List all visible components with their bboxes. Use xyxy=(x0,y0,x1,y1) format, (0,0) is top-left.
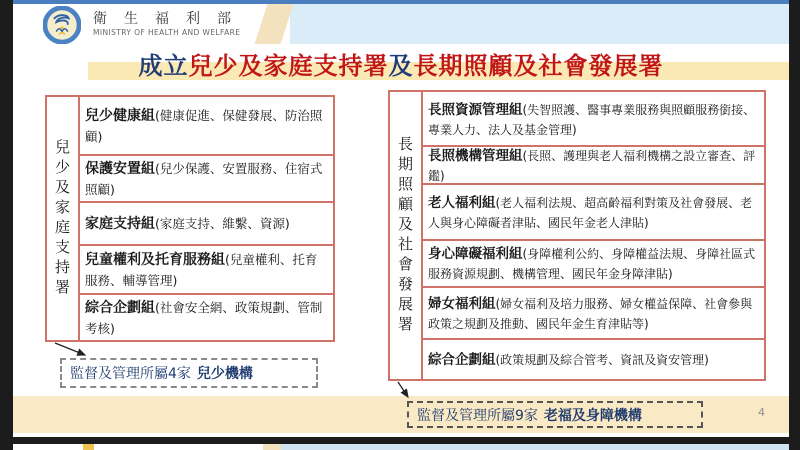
org-row xyxy=(423,147,764,185)
header-blue-band xyxy=(290,4,789,44)
org-box-longterm-care-agency xyxy=(388,90,766,381)
department-name: 綜合企劃組 xyxy=(428,352,496,369)
agency-vertical-label: 長期照顧及社會發展署 xyxy=(390,92,423,379)
moh-logo-icon xyxy=(43,6,81,44)
department-detail: (兒少保護、安置服務、住宿式照顧) xyxy=(85,160,323,197)
department-name: 綜合企劃組 xyxy=(85,299,155,316)
note-supervised-elder-disability-institutions: 監督及管理所屬9家 老福及身障機構 xyxy=(407,401,703,428)
ministry-name-zh: 衛生福利部 xyxy=(93,11,248,27)
org-row xyxy=(80,156,333,204)
org-row xyxy=(423,288,764,339)
org-row xyxy=(80,295,333,340)
right-connector-arrow-icon xyxy=(395,381,417,403)
slide-header xyxy=(13,4,789,44)
department-detail: (身障權利公約、身障權益法規、身障社區式服務資源規劃、機構管理、國民年金身障津貼) xyxy=(428,247,756,282)
org-box-children-family-agency xyxy=(45,95,335,342)
department-detail: (政策規劃及綜合管考、資訊及資安管理) xyxy=(495,353,709,368)
department-detail: (兒童權利、托育服務、輔導管理) xyxy=(85,251,318,288)
ministry-name-en: MINISTRY OF HEALTH AND WELFARE xyxy=(93,28,241,37)
ministry-name xyxy=(93,10,248,38)
page-number: 4 xyxy=(758,406,765,419)
department-name: 老人福利組 xyxy=(428,194,496,211)
department-name: 長照資源管理組 xyxy=(428,101,523,118)
presentation-slide xyxy=(13,0,789,437)
department-name: 長照機構管理組 xyxy=(428,147,523,164)
slide-title: 成立兒少及家庭支持署及長期照顧及社會發展署 xyxy=(138,52,664,80)
org-row xyxy=(423,92,764,147)
department-detail: (健康促進、保健發展、防治照顧) xyxy=(85,107,323,144)
department-name: 身心障礙福利組 xyxy=(428,246,523,263)
header-diagonal-stripe xyxy=(255,4,294,44)
org-row xyxy=(423,185,764,241)
department-name: 家庭支持組 xyxy=(85,216,155,233)
department-detail: (失智照護、醫事專業服務與照顧服務銜接、專業人力、法人及基金管理) xyxy=(428,102,756,137)
department-name: 保護安置組 xyxy=(85,160,155,177)
department-detail: (婦女福利及培力服務、婦女權益保障、社會參與政策之規劃及推動、國民年金生育津貼等) xyxy=(428,296,753,331)
org-row xyxy=(423,340,764,379)
org-row xyxy=(80,203,333,245)
department-detail: (家庭支持、維繫、資源) xyxy=(155,216,290,232)
department-name: 婦女福利組 xyxy=(428,295,496,312)
org-row xyxy=(80,246,333,296)
department-name: 兒童權利及托育服務組 xyxy=(85,251,225,268)
department-detail: (長照、護理與老人福利機構之設立審查、評鑑) xyxy=(428,148,756,183)
department-name: 兒少健康組 xyxy=(85,107,155,124)
next-slide-edge xyxy=(13,444,789,450)
note-supervised-child-institutions: 監督及管理所屬4家 兒少機構 xyxy=(60,358,318,388)
department-detail: (老人福利法規、超高齡福利對策及社會發展、老人與身心障礙者津貼、國民年金老人津貼) xyxy=(428,195,753,230)
agency-vertical-label: 兒少及家庭支持署 xyxy=(47,97,80,340)
org-row xyxy=(80,97,333,156)
department-detail: (社會安全網、政策規劃、管制考核) xyxy=(85,299,323,336)
org-row xyxy=(423,241,764,289)
